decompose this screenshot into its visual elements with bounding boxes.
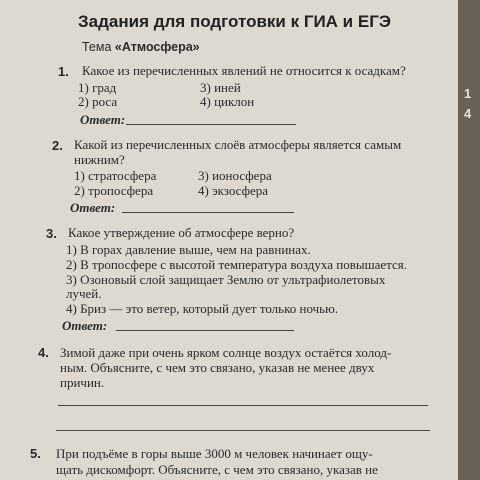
- question-4-number: 4.: [38, 345, 49, 360]
- edge-mark-2: 4: [464, 106, 472, 121]
- question-3-text: Какое утверждение об атмосфере верно?: [68, 225, 295, 240]
- question-3-number: 3.: [46, 226, 57, 241]
- q4-text-line3: причин.: [60, 375, 105, 390]
- question-5-number: 5.: [30, 446, 41, 461]
- question-1-text: Какое из перечисленных явлений не относится к осадкам?: [82, 63, 406, 78]
- q4-answer-line-2[interactable]: [56, 430, 430, 431]
- question-1-number: 1.: [58, 64, 69, 79]
- topic-line: [82, 40, 200, 54]
- q1-answer-line[interactable]: [126, 124, 296, 125]
- q1-option-1: 1) град: [78, 80, 117, 95]
- q2-answer-label: Ответ:: [70, 200, 116, 215]
- q3-statement-2: 2) В тропосфере с высотой температура воздуха повышается.: [66, 257, 407, 272]
- q3-statement-4: 4) Бриз — это ветер, который дует только ночью.: [66, 301, 339, 316]
- q5-text-line1: При подъёме в горы выше 3000 м человек начинает ощу-: [56, 446, 373, 461]
- q5-text-line2: щать дискомфорт. Объясните, с чем это связано, указав не: [56, 462, 378, 477]
- q4-text-line2: ным. Объясните, с чем это связано, указав не менее двух: [60, 360, 375, 375]
- q4-answer-line-1[interactable]: [58, 405, 428, 406]
- q3-statement-3: 3) Озоновый слой защищает Землю от ультрафиолетовых: [66, 272, 386, 287]
- q1-option-2: 2) роса: [78, 94, 118, 109]
- topic-label: Тема: [82, 40, 112, 54]
- q3-statement-3-cont: лучей.: [66, 286, 102, 301]
- adjacent-page-edge: [458, 0, 480, 480]
- q1-answer-label: Ответ:: [80, 112, 126, 127]
- q3-answer-line[interactable]: [116, 330, 294, 331]
- question-2-text-line2: нижним?: [74, 152, 125, 167]
- q1-option-4: 4) циклон: [200, 94, 255, 109]
- question-2-number: 2.: [52, 138, 63, 153]
- q2-option-4: 4) экзосфера: [198, 183, 269, 198]
- q4-text-line1: Зимой даже при очень ярком солнце воздух остаётся холод-: [60, 345, 392, 360]
- q2-option-3: 3) ионосфера: [198, 168, 272, 183]
- q1-option-3: 3) иней: [200, 80, 241, 95]
- question-2-text-line1: Какой из перечисленных слоёв атмосферы является самым: [74, 137, 402, 152]
- q2-answer-line[interactable]: [122, 212, 294, 213]
- q3-answer-label: Ответ:: [62, 318, 108, 333]
- q3-statement-1: 1) В горах давление выше, чем на равнинах.: [66, 242, 311, 257]
- q2-option-2: 2) тропосфера: [74, 183, 154, 198]
- edge-mark-1: 1: [464, 86, 472, 101]
- topic-name: «Атмосфера»: [114, 40, 200, 54]
- q2-option-1: 1) стратосфера: [74, 168, 157, 183]
- page-title: Задания для подготовки к ГИА и ЕГЭ: [78, 12, 391, 31]
